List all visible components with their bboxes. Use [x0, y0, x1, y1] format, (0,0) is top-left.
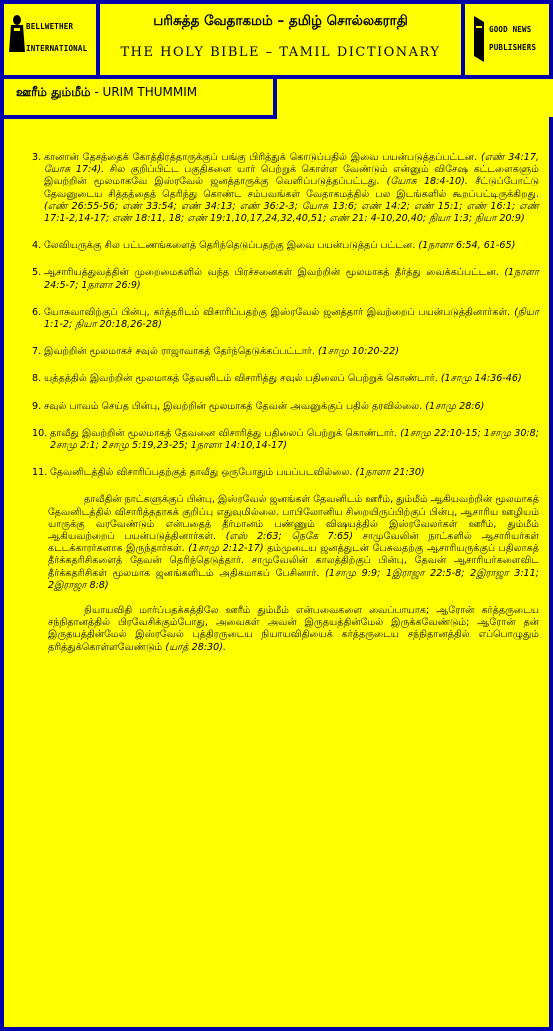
- item-body: யோசுவாவிற்குப் பின்பு, கர்த்தரிடம் விசாரிப்பதற்கு இஸ்ரவேல் ஜனத்தார் இவற்றைப் பயன்படுத்தினார்கள்.: [44, 306, 515, 318]
- item-reference: (1நாளா 6:54, 61-65): [418, 240, 516, 252]
- item-reference: (1சாமு 28:6): [425, 400, 485, 412]
- body-paragraph: [48, 494, 539, 592]
- item-text: [50, 428, 539, 452]
- item-number: 7.: [32, 346, 42, 358]
- item-reference: (எண் 34:17, யோசு 17:4).: [44, 152, 539, 176]
- item-number: 10.: [32, 427, 48, 439]
- topic-tamil: ஊரீம் தும்மீம்: [16, 85, 91, 99]
- paragraph-body: சாமுவேலின் நாட்களில் ஆசாரியர்கள் கடடக்காரர்களாக இருந்தார்கள்.: [48, 531, 539, 555]
- item-body: சவுல் பாவம் செய்த பின்பு, இவற்றின் மூலமாகத் தேவன் அவனுக்குப் பதில் தரவில்லை.: [44, 400, 426, 412]
- item-body: தேவனிடத்தில் விசாரிப்பதற்குத் தாவீது ஒருபோதும் பயப்படவில்லை.: [50, 467, 356, 479]
- left-logo-line-2: INTERNATIONAL: [26, 44, 88, 53]
- topic-separator: -: [90, 85, 103, 99]
- list-item: [32, 152, 539, 225]
- entry-content: [32, 152, 539, 667]
- right-logo-line-2: PUBLISHERS: [489, 43, 537, 52]
- title-english: THE HOLY BIBLE – TAMIL DICTIONARY: [120, 45, 441, 60]
- item-text: [44, 373, 539, 385]
- item-reference: (1நாளா 24:5-7; 1நாளா 26:9): [44, 267, 539, 291]
- monk-icon: [8, 14, 26, 54]
- item-number: 6.: [32, 306, 42, 318]
- paragraph-reference: (யாத் 28:30).: [165, 641, 227, 653]
- list-item: [32, 401, 539, 413]
- scripture-paragraph: [48, 605, 539, 654]
- paragraph-reference: (எஸ் 2:63; நெகே 7:65): [225, 531, 363, 543]
- paragraph-body: தம்முடைய ஜனத்துடன் பேசுவதற்கு ஆசாரியருக்குப் பதிலாகத் தீர்க்கதரிசிகளைத் தேவன் தெரிந்தெடுத்தார். சாமுவேலின் காலத்திற்குப் பின்பு, தேவன் ஆசாரியர்களைவிட தீர்க்கதரிசிகள் மூலமாக ஜனங்களிடம் அதிகமாகப் பேசினார்.: [48, 543, 540, 579]
- book-icon: [472, 16, 486, 62]
- item-reference: (எண் 26:55-56; எண் 33:54; எண் 34:13; எண் 36:2-3; யோசு 13:6; எண் 14:2; எண் 15:1; எண் 16:1; எண் 17:1-2,14-17; எண் 18:11, 18; எண் 19:1,10,17,24,32,40,51; எண் 21: 4-10,20,40; நியா 1:3; நியா 20:9): [44, 200, 539, 225]
- list-item: [32, 267, 539, 291]
- item-number: 8.: [32, 373, 42, 385]
- item-body: ஆசாரியத்துவத்தின் முறைமைகளில் வந்த பிரச்சனைகள் இவற்றின் மூலமாகத் தீர்த்து வைக்கப்பட்டன.: [44, 267, 505, 279]
- item-reference: (1சாமு 10:20-22): [318, 346, 399, 358]
- good-news-logo: [465, 4, 549, 75]
- paragraph-body: தாவீதின் நாட்களுக்குப் பின்பு, இஸ்ரவேல் ஜனங்கள் தேவனிடம் ஊரீம், தும்மீம் ஆகியவற்றின் மூலமாகத் தேவனிடத்தில் விசாரித்ததாகக் குறிப்பு எதுவுமில்லை. பாபிலோனிய சிறையிருப்பிற்குப் பின்பு, ஆசாரிய ஊழியம் யாருக்கு வரவேண்டும் என்பதைத் தீர்மானம் பண்ணும் விஷயத்தில் இஸ்ரவேலர்கள் ஊரீம், தும்மீம் ஆகியவற்றைப் பயன்படுத்தினார்கள்.: [48, 494, 539, 543]
- item-number: 4.: [32, 240, 42, 252]
- item-reference: (1சாமு 14:36-46): [440, 373, 522, 385]
- topic-english: URIM THUMMIM: [102, 85, 198, 99]
- topic-box: [0, 79, 277, 119]
- item-text: [44, 401, 539, 413]
- item-text: [44, 267, 539, 291]
- item-reference: (1சாமு 22:10-15; 1சாமு 30:8; 2சாமு 2:1; 2சாமு 5:19,23-25; 1நாளா 14:10,14-17): [50, 427, 539, 452]
- paragraph-body: நியாயவிதி மார்ப்பதக்கத்திலே ஊரீம் தும்மீம் என்பவைகளை வைப்பாயாக; ஆரோன் கர்த்தருடைய சந்நிதானத்தில் பிரவேசிக்கும்போது, அவைகள் அவன் இருதயத்தின்மேல் இருக்கவேண்டும்; ஆரோன் தன் இருதயத்தின்மேல் இஸ்ரவேல் புத்திரருடைய நியாயவிதியைக் கர்த்தருடைய சந்நிதானத்தில் எப்பொழுதும் தரித்துக்கொள்ளவேண்டும்: [48, 605, 539, 653]
- item-reference: (1நாளா 21:30): [355, 467, 425, 479]
- right-logo-line-1: GOOD NEWS: [489, 25, 532, 34]
- item-number: 9.: [32, 400, 42, 412]
- item-number: 5.: [32, 267, 42, 279]
- paragraph-reference: (1சாமு 9:9; 1இராஜா 22:5-8; 2இராஜா 3:11; 2இராஜா 8:8): [48, 567, 539, 591]
- item-text: [44, 240, 539, 252]
- list-item: [32, 428, 539, 452]
- list-item: [32, 307, 539, 331]
- item-body: யுத்தத்தில் இவற்றின் மூலமாகத் தேவனிடம் விசாரித்து சவுல் பதிலைப் பெற்றுக் கொண்டார்.: [44, 373, 441, 385]
- list-item: [32, 373, 539, 385]
- topic-heading: [16, 85, 197, 101]
- title-tamil: பரிசுத்த வேதாகமம் – தமிழ் சொல்லகராதி: [153, 13, 408, 29]
- item-text: [44, 346, 539, 358]
- item-body: சீட்டுப்போட்டு தேவனுடைய சித்தத்தைத் தெரிந்து கொண்ட சம்பவங்கள் வேதாகமத்தில் பல இடங்களில் கூறப்பட்டிருக்கிறது.: [44, 176, 540, 200]
- list-item: [32, 346, 539, 358]
- item-text: [50, 467, 539, 479]
- item-body: இவற்றின் மூலமாகச் சவுல் ராஜாவாகத் தேர்ந்தெடுக்கப்பட்டார்.: [44, 346, 319, 358]
- item-reference: (யோசு 18:4-10).: [386, 176, 476, 188]
- item-body: தாவீது இவற்றின் மூலமாகத் தேவனை விசாரித்து பதிலைப் பெற்றுக் கொண்டார்.: [50, 427, 401, 439]
- item-number: 3.: [32, 152, 42, 163]
- list-item: [32, 467, 539, 479]
- header-bar: [0, 0, 553, 79]
- item-number: 11.: [32, 467, 48, 479]
- item-body: லேவியருக்கு சில பட்டணங்களைத் தெரிந்தெடுப்பதற்கு இவை பயன்படுத்தப் பட்டன.: [44, 240, 419, 252]
- item-text: [44, 307, 539, 331]
- title-box: [100, 4, 461, 75]
- item-body: சில குறிப்பிட்ட பகுதிகளை யார் பெற்றுக் கொள்ள வேண்டும் என்னும் விசேஷ கட்டளைகளும் இவற்றின் மூலமாகவே இஸ்ரவேல் ஜனத்தாருக்கு வெளிப்படுத்தப்பட்டது.: [44, 164, 539, 188]
- list-item: [32, 240, 539, 252]
- item-reference: (நியா 1:1-2; நியா 20:18,26-28): [44, 306, 539, 331]
- item-text: [44, 152, 539, 225]
- left-logo-line-1: BELLWETHER: [26, 22, 74, 31]
- paragraph-reference: (1சாமு 2:12-17): [188, 543, 268, 555]
- item-body: கானான் தேசத்தைக் கோத்திரத்தாருக்குப் பங்கு பிரித்துக் கொடுப்பதில் இவை பயன்படுத்தப்பட்டன.: [44, 152, 481, 163]
- bellwether-logo: [4, 4, 96, 75]
